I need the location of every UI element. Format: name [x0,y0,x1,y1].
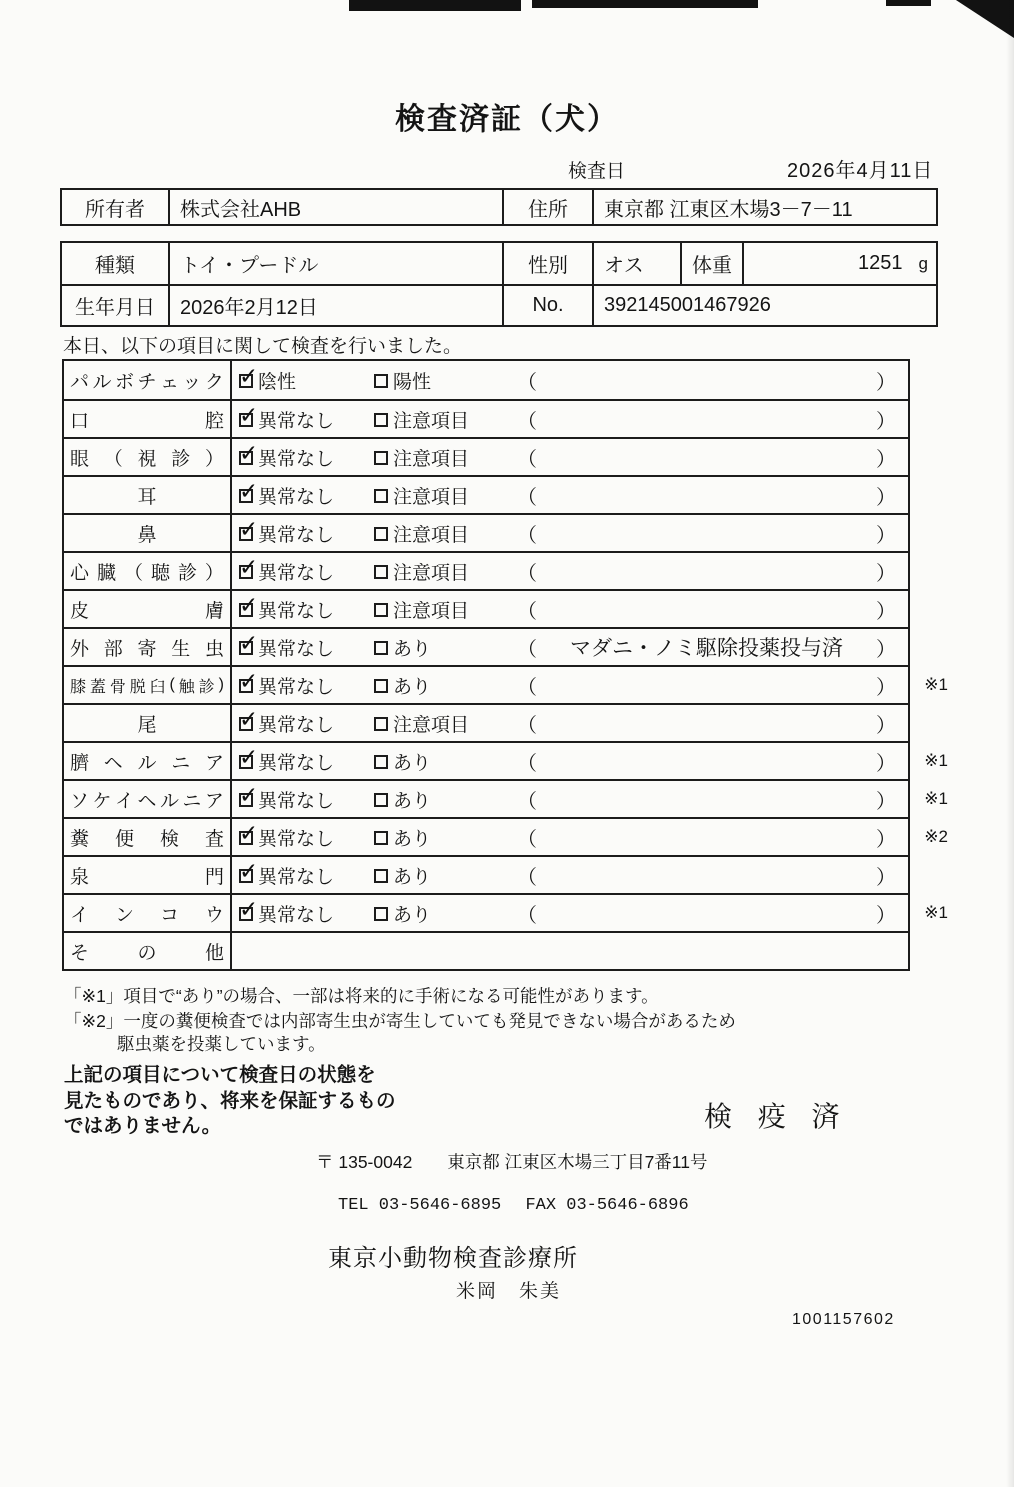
checkbox-unchecked-icon [374,679,388,693]
checkbox-unchecked-icon [374,413,388,427]
check-option-1-label: 異常なし [258,524,335,546]
breed-value: トイ・プードル [168,243,502,284]
clinic-tel: TEL 03-5646-6895 [338,1196,502,1215]
breed-label: 種類 [95,255,135,277]
check-item-content [232,895,908,931]
check-table-row [64,437,908,475]
check-remarks [517,443,908,472]
check-option-2-label: 陽性 [393,371,432,393]
check-option-2-label: あり [393,676,432,698]
check-table-row [64,741,948,779]
check-option-1-label: 異常なし [258,638,335,660]
check-option-1 [239,520,374,547]
check-option-1 [239,482,374,509]
check-option-2 [374,672,517,699]
checkbox-unchecked-icon [374,793,388,807]
disclaimer-line-3: ではありません。 [64,1115,222,1137]
check-table-row [64,551,908,589]
paren-open: （ [517,410,537,433]
check-item-content [232,819,908,855]
checkbox-checked-icon [239,907,253,921]
paren-close: ） [876,714,896,737]
check-option-2-label: あり [393,904,432,926]
weight-label: 体重 [680,243,742,284]
check-option-1-label: 陰性 [258,371,297,393]
checkbox-unchecked-icon [374,641,388,655]
check-option-1-label: 異常なし [258,904,335,926]
check-remarks [517,785,908,814]
footnote-mark: ※1 [924,751,948,770]
check-item-name: 膝 蓋 骨 脱 臼 ( 触 診 ) [64,667,232,703]
check-item-content [232,781,908,817]
paren-close: ） [876,410,896,433]
check-option-1 [239,786,374,813]
check-item-content [232,361,908,399]
disclaimer-line-1: 上記の項目について検査日の状態を [64,1064,376,1086]
check-option-1 [239,824,374,851]
paren-open: （ [517,790,537,813]
check-table-row [64,893,948,931]
sex-label: 性別 [502,243,592,284]
certificate-no-label: No. [502,286,592,325]
check-option-1 [239,558,374,585]
paren-open: （ [517,448,537,471]
check-option-2-label: あり [393,790,432,812]
check-option-2 [374,748,517,775]
check-table-row [64,399,908,437]
check-item-content [232,705,908,741]
check-option-1 [239,596,374,623]
check-item-name: 鼻 [64,515,232,551]
checkbox-unchecked-icon [374,907,388,921]
check-remarks [517,519,908,548]
paren-close: ） [876,866,896,889]
check-table-row [64,817,948,855]
inspection-date-value: 2026年4月11日 [787,160,934,182]
certificate-no-value: 392145001467926 [592,286,936,325]
check-table-row [64,475,908,513]
scan-artifact [948,0,1014,38]
paren-close: ） [876,752,896,775]
check-table-row [64,703,908,741]
checkbox-checked-icon [239,641,253,655]
veterinarian-name: 米岡 朱美 [456,1281,562,1302]
check-item-name: 眼 （ 視 診 ） [64,439,232,475]
check-option-2-label: あり [393,866,432,888]
check-table-row [64,665,948,703]
check-remarks [517,632,908,662]
owner-table [60,188,938,226]
check-table-row [64,627,908,665]
paren-open: （ [517,752,537,775]
owner-address-value: 東京都 江東区木場3－7－11 [592,190,936,224]
checkbox-unchecked-icon [374,869,388,883]
check-option-1-label: 異常なし [258,448,335,470]
check-item-content [232,857,908,893]
check-option-2-label: 注意項目 [393,562,470,584]
check-item-name: 口 腔 [64,401,232,437]
check-option-2 [374,482,517,509]
check-table-row [64,513,908,551]
check-option-2 [374,596,517,623]
paren-open: （ [517,562,537,585]
paren-close: ） [876,562,896,585]
postal-code: 〒 135-0042 [316,1152,413,1172]
checkbox-checked-icon [239,565,253,579]
checkbox-unchecked-icon [374,831,388,845]
footnote-mark: ※1 [924,903,948,922]
checkbox-checked-icon [239,869,253,883]
scan-artifact [532,0,758,8]
check-item-name: 耳 [64,477,232,513]
check-remarks [517,747,908,776]
check-table-row [64,361,908,399]
check-remarks [517,861,908,890]
checkbox-checked-icon [239,451,253,465]
check-item-name: 泉 門 [64,857,232,893]
checkbox-unchecked-icon [374,527,388,541]
inspection-date-label: 検査日 [568,161,626,182]
checkbox-unchecked-icon [374,755,388,769]
checkbox-unchecked-icon [374,603,388,617]
check-option-1-label: 異常なし [258,410,335,432]
check-item-content [232,515,908,551]
check-option-2 [374,406,517,433]
paren-open: （ [517,714,537,737]
paren-close: ） [876,638,896,661]
check-item-content [232,743,908,779]
check-item-content [232,629,908,665]
check-item-name: 外 部 寄 生 虫 [64,629,232,665]
footnote-mark: ※1 [924,789,948,808]
check-option-1-label: 異常なし [258,486,335,508]
check-item-content [232,591,908,627]
check-option-1 [239,367,374,394]
checkbox-checked-icon [239,374,253,388]
pet-table-row-1 [62,243,936,284]
pet-table-row-2 [62,284,936,325]
check-remarks [517,557,908,586]
scan-edge-shadow [1006,0,1014,1487]
checkbox-checked-icon [239,489,253,503]
check-remarks [517,405,908,434]
check-item-content [232,553,908,589]
check-item-content [232,401,908,437]
check-remarks [517,899,908,928]
clinic-fax: FAX 03-5646-6896 [525,1196,689,1215]
check-option-2 [374,520,517,547]
check-option-1 [239,406,374,433]
check-item-name: 尾 [64,705,232,741]
disclaimer-text [64,1063,396,1140]
clinic-phone-line [338,1196,689,1215]
check-option-1-label: 異常なし [258,790,335,812]
paren-open: （ [517,866,537,889]
check-option-1-label: 異常なし [258,562,335,584]
footnote-1: 「※1」項目で“あり”の場合、一部は将来的に手術になる可能性があります。 [64,986,659,1006]
check-table-row [64,931,908,969]
sex-value: オス [592,243,680,284]
paren-open: （ [517,524,537,547]
footnote-2: 「※2」一度の糞便検査では内部寄生虫が寄生していても発見できない場合があるため [64,1011,736,1031]
check-option-1-label: 異常なし [258,676,335,698]
checkbox-unchecked-icon [374,374,388,388]
checkbox-checked-icon [239,717,253,731]
intro-text: 本日、以下の項目に関して検査を行いました。 [63,336,463,357]
clinic-postal-line [316,1149,707,1174]
check-option-2 [374,444,517,471]
paren-open: （ [517,371,537,394]
check-item-name: 臍 ヘ ル ニ ア [64,743,232,779]
checkbox-checked-icon [239,603,253,617]
check-option-1 [239,900,374,927]
footnote-mark: ※1 [924,675,948,694]
check-table-row [64,779,948,817]
check-option-1 [239,634,374,661]
check-option-1 [239,444,374,471]
check-option-2 [374,786,517,813]
checkbox-checked-icon [239,527,253,541]
check-item-content [232,933,908,969]
checkbox-unchecked-icon [374,565,388,579]
owner-label: 所有者 [85,198,145,221]
check-option-2-label: あり [393,828,432,850]
clinic-name: 東京小動物検査診療所 [328,1245,578,1272]
checkbox-checked-icon [239,755,253,769]
check-item-name: パ ル ボ チ ェ ッ ク [64,361,232,399]
paren-close: ） [876,524,896,547]
footnote-mark: ※2 [924,827,948,846]
paren-open: （ [517,676,537,699]
checkbox-unchecked-icon [374,489,388,503]
paren-open: （ [517,486,537,509]
scan-artifact [349,0,521,11]
checkbox-checked-icon [239,413,253,427]
check-remarks [517,366,908,395]
check-option-2-label: あり [393,638,432,660]
check-item-content [232,477,908,513]
check-option-1 [239,672,374,699]
check-item-content [232,667,908,703]
check-remarks [517,823,908,852]
paren-close: ） [876,904,896,927]
check-option-2 [374,824,517,851]
check-option-2 [374,634,517,661]
check-remarks [517,595,908,624]
paren-open: （ [517,638,537,661]
check-option-2-label: 注意項目 [393,486,470,508]
check-remarks [517,671,908,700]
paren-close: ） [876,790,896,813]
paren-open: （ [517,904,537,927]
check-option-1-label: 異常なし [258,714,335,736]
owner-address-label: 住所 [502,190,592,224]
check-option-1-label: 異常なし [258,752,335,774]
check-option-2 [374,367,517,394]
check-remarks [517,481,908,510]
check-item-name: そ の 他 [64,933,232,969]
paren-close: ） [876,676,896,699]
paren-close: ） [876,600,896,623]
owner-value: 株式会社AHB [168,190,502,224]
check-option-1-label: 異常なし [258,866,335,888]
check-option-2-label: 注意項目 [393,524,470,546]
paren-open: （ [517,828,537,851]
check-option-2-label: あり [393,752,432,774]
check-option-1-label: 異常なし [258,600,335,622]
checkbox-checked-icon [239,679,253,693]
check-option-2 [374,862,517,889]
page-title: 検査済証（犬） [395,103,619,136]
birthdate-label: 生年月日 [75,297,155,319]
footnote-2-continued: 駆虫薬を投薬しています。 [117,1034,326,1054]
weight-cell [742,243,936,284]
paren-close: ） [876,828,896,851]
check-table [62,359,948,971]
check-remarks-text: マダニ・ノミ駆除投薬投与済 [570,637,843,660]
check-remarks [517,709,908,738]
paren-close: ） [876,371,896,394]
document-code: 1001157602 [792,1311,895,1328]
checkbox-checked-icon [239,831,253,845]
quarantine-passed-stamp: 検 疫 済 [704,1101,849,1132]
check-item-name: 糞 便 検 査 [64,819,232,855]
paren-close: ） [876,486,896,509]
check-option-2-label: 注意項目 [393,410,470,432]
checkbox-unchecked-icon [374,717,388,731]
birthdate-value: 2026年2月12日 [168,286,502,325]
check-option-1 [239,862,374,889]
check-option-2 [374,900,517,927]
checkbox-unchecked-icon [374,451,388,465]
check-item-name: ソ ケ イ ヘ ル ニ ア [64,781,232,817]
check-option-2 [374,558,517,585]
weight-unit: g [918,253,928,273]
check-item-content [232,439,908,475]
check-option-2-label: 注意項目 [393,600,470,622]
check-option-1 [239,748,374,775]
pet-table [60,241,938,327]
check-table-row [64,855,908,893]
check-option-1 [239,710,374,737]
check-item-name: 皮 膚 [64,591,232,627]
check-option-2-label: 注意項目 [393,448,470,470]
checkbox-checked-icon [239,793,253,807]
check-table-row [64,589,908,627]
disclaimer-line-2: 見たものであり、将来を保証するもの [64,1089,396,1112]
scan-artifact [886,0,931,6]
check-option-2-label: 注意項目 [393,714,470,736]
check-option-1-label: 異常なし [258,828,335,850]
weight-value: 1251 [858,252,903,274]
clinic-address: 東京都 江東区木場三丁目7番11号 [447,1152,708,1172]
paren-open: （ [517,600,537,623]
check-item-name: イ ン コ ウ [64,895,232,931]
check-option-2 [374,710,517,737]
paren-close: ） [876,448,896,471]
check-item-name: 心 臓 （ 聴 診 ） [64,553,232,589]
